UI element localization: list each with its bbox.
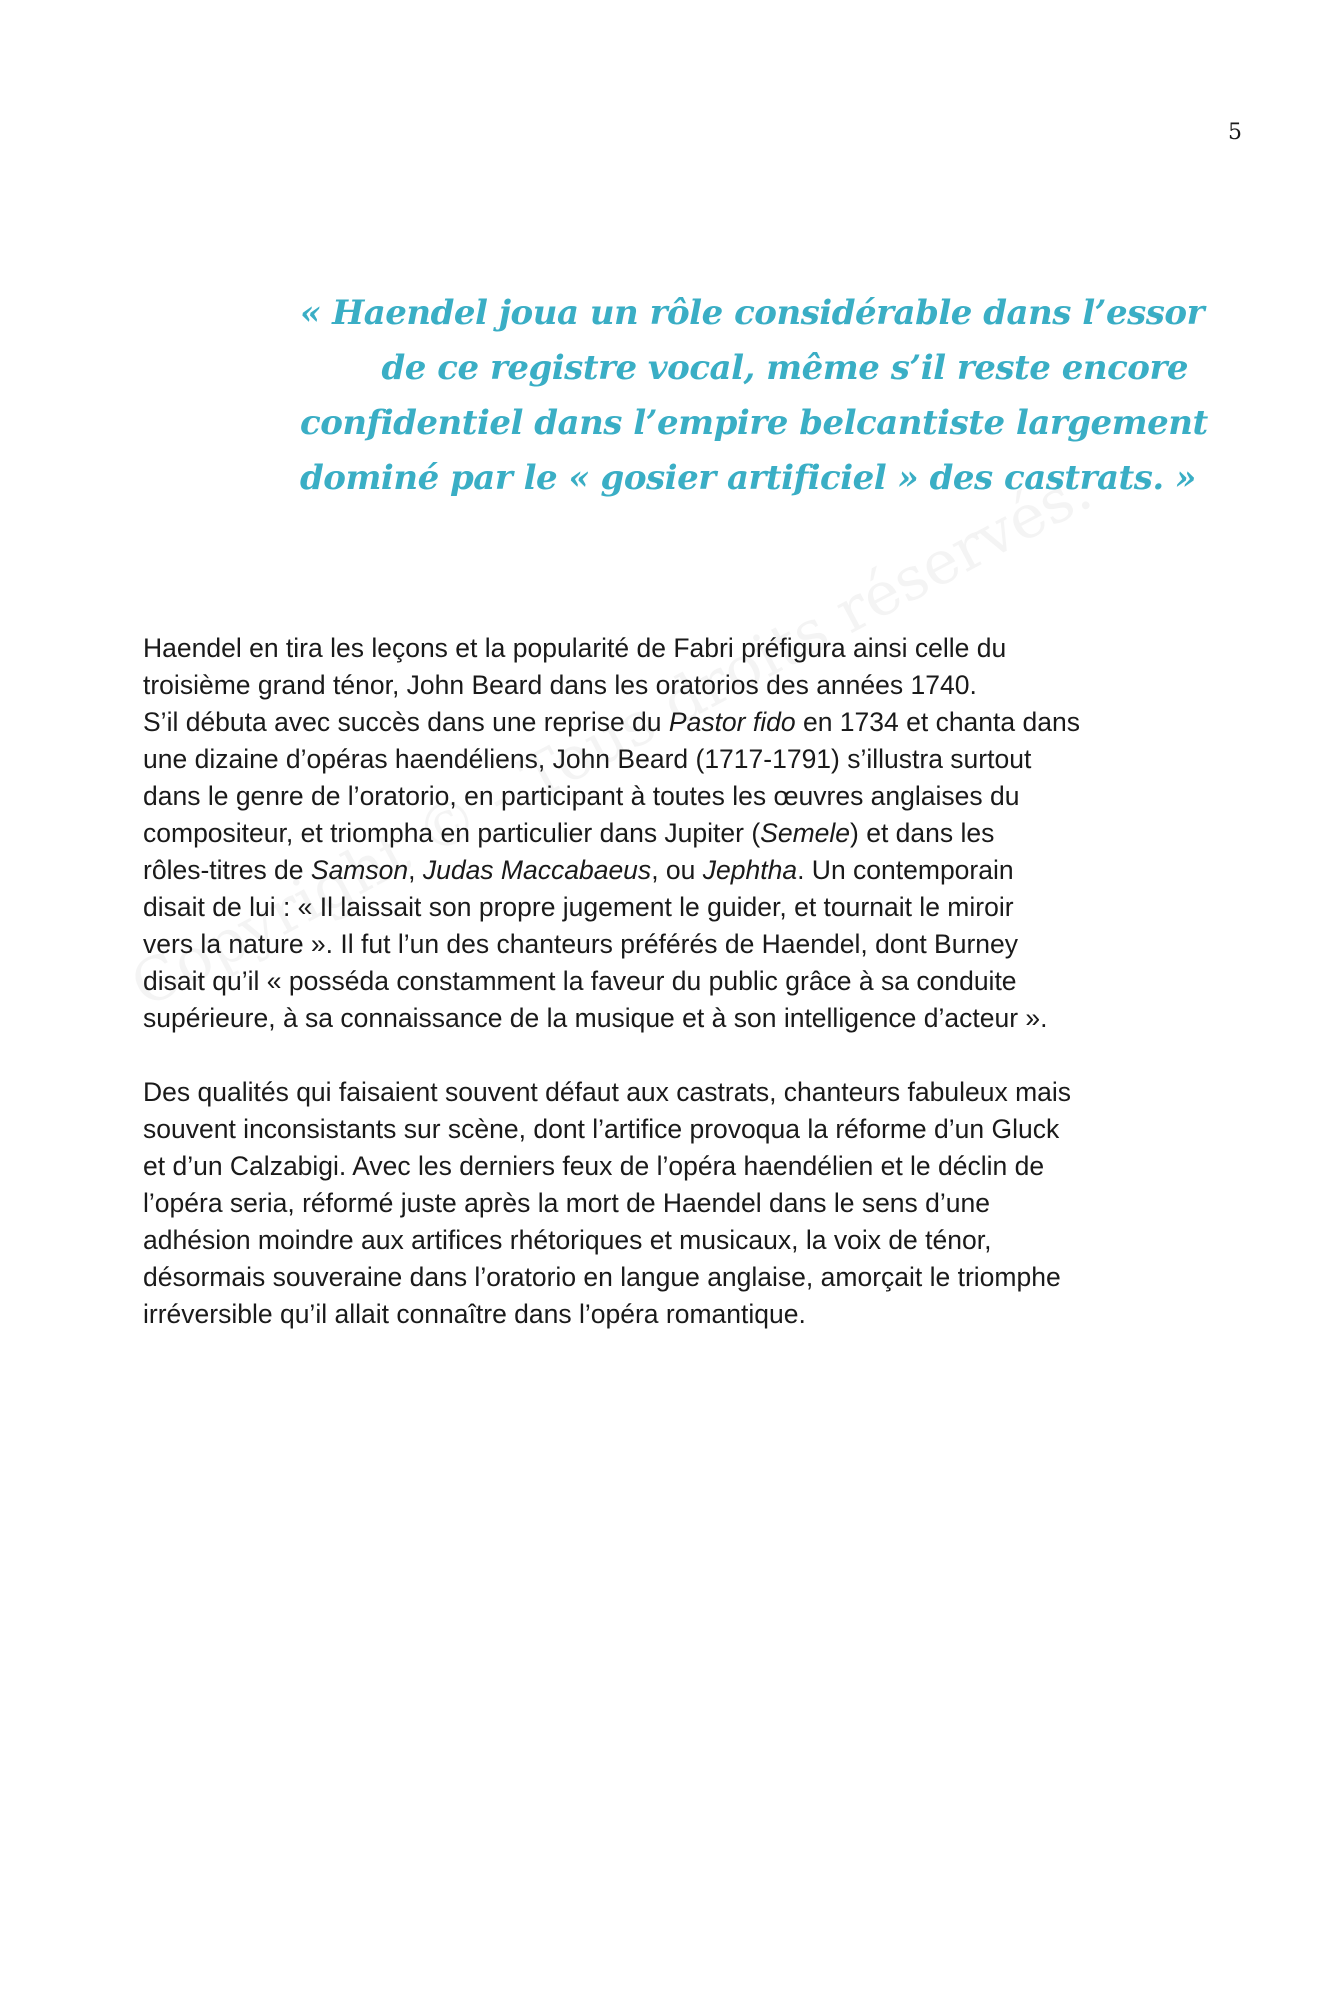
- pull-quote-line: confidentiel dans l’empire belcantiste largement: [300, 403, 1208, 443]
- text-line: et d’un Calzabigi. Avec les derniers feux de l’opéra haendélien et le déclin de: [143, 1151, 1045, 1181]
- work-title: Pastor fido: [668, 707, 796, 737]
- text-line: disait qu’il « posséda constamment la faveur du public grâce à sa conduite: [143, 966, 1017, 996]
- text-run: rôles-titres de: [143, 855, 311, 885]
- text-line: Haendel en tira les leçons et la popularité de Fabri préfigura ainsi celle du: [143, 633, 1007, 663]
- text-line: troisième grand ténor, John Beard dans les oratorios des années 1740.: [143, 670, 977, 700]
- text-run: en 1734 et chanta dans: [795, 707, 1080, 737]
- text-line: désormais souveraine dans l’oratorio en langue anglaise, amorçait le triomphe: [143, 1262, 1061, 1292]
- pull-quote-line: « Haendel joua un rôle considérable dans l’essor: [300, 293, 1204, 333]
- body-text: [143, 630, 1203, 1333]
- paragraph-2: [143, 1074, 1203, 1333]
- text-run: . Un contemporain: [797, 855, 1014, 885]
- paragraph-1: [143, 630, 1203, 1037]
- text-line: vers la nature ». Il fut l’un des chanteurs préférés de Haendel, dont Burney: [143, 929, 1019, 959]
- text-line: [143, 704, 1203, 741]
- work-title: Samson: [310, 855, 409, 885]
- text-line: une dizaine d’opéras haendéliens, John Beard (1717-1791) s’illustra surtout: [143, 744, 1032, 774]
- work-title: Judas Maccabaeus: [422, 855, 652, 885]
- text-run: compositeur, et triompha en particulier dans Jupiter (: [143, 818, 761, 848]
- text-line: dans le genre de l’oratorio, en participant à toutes les œuvres anglaises du: [143, 781, 1020, 811]
- pull-quote: [300, 286, 1208, 506]
- text-line: souvent inconsistants sur scène, dont l’artifice provoqua la réforme d’un Gluck: [143, 1114, 1060, 1144]
- pull-quote-line: dominé par le « gosier artificiel » des castrats. »: [300, 458, 1196, 498]
- text-run: , ou: [651, 855, 703, 885]
- text-line: supérieure, à sa connaissance de la musique et à son intelligence d’acteur ».: [143, 1003, 1048, 1033]
- work-title: Semele: [760, 818, 851, 848]
- text-run: S’il débuta avec succès dans une reprise du: [143, 707, 669, 737]
- page-number: 5: [1228, 120, 1242, 145]
- text-line: Des qualités qui faisaient souvent défaut aux castrats, chanteurs fabuleux mais: [143, 1077, 1072, 1107]
- work-title: Jephtha: [702, 855, 798, 885]
- text-line: adhésion moindre aux artifices rhétoriques et musicaux, la voix de ténor,: [143, 1225, 992, 1255]
- text-line: [143, 815, 1203, 852]
- text-line: disait de lui : « Il laissait son propre jugement le guider, et tournait le miroir: [143, 892, 1014, 922]
- text-run: ) et dans les: [850, 818, 995, 848]
- text-line: [143, 852, 1203, 889]
- text-line: irréversible qu’il allait connaître dans l’opéra romantique.: [143, 1299, 806, 1329]
- pull-quote-line: de ce registre vocal, même s’il reste encore: [381, 348, 1188, 388]
- text-run: ,: [408, 855, 423, 885]
- text-line: l’opéra seria, réformé juste après la mort de Haendel dans le sens d’une: [143, 1188, 990, 1218]
